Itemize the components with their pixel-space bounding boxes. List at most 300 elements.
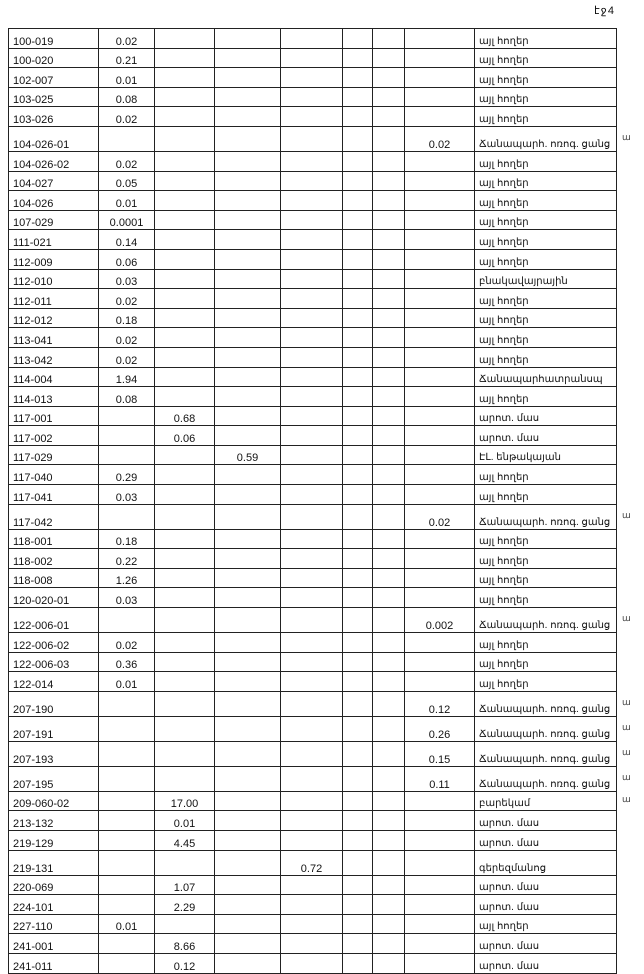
parcel-code-cell: 241-001 — [9, 934, 99, 954]
area-cell — [405, 568, 475, 588]
area-cell — [215, 831, 281, 851]
area-cell — [281, 126, 343, 151]
parcel-code-cell: 113-041 — [9, 328, 99, 348]
area-cell — [281, 811, 343, 831]
area-cell — [99, 791, 155, 811]
area-cell — [343, 328, 373, 348]
area-cell — [155, 269, 215, 289]
parcel-code-cell: 117-001 — [9, 406, 99, 426]
area-cell — [215, 151, 281, 171]
margin-note: ա — [622, 509, 631, 520]
table-row — [9, 328, 617, 348]
area-cell — [99, 741, 155, 766]
land-use-cell: արոտ. մաս — [475, 831, 617, 851]
area-cell — [215, 633, 281, 653]
land-use-cell: Ճանապարհ. ոռոգ. ցանց — [475, 691, 617, 716]
table-row — [9, 406, 617, 426]
area-cell — [155, 504, 215, 529]
area-cell — [281, 151, 343, 171]
table-row — [9, 895, 617, 915]
area-cell — [281, 387, 343, 407]
land-use-cell: այլ հողեր — [475, 191, 617, 211]
area-cell: 0.02 — [99, 328, 155, 348]
area-cell — [281, 934, 343, 954]
table-row — [9, 191, 617, 211]
area-cell — [281, 308, 343, 328]
table-row — [9, 269, 617, 289]
area-cell: 0.05 — [99, 171, 155, 191]
table-row — [9, 445, 617, 465]
table-row — [9, 588, 617, 608]
area-cell — [343, 504, 373, 529]
area-cell — [215, 29, 281, 49]
land-use-cell: բնակավայրային — [475, 269, 617, 289]
area-cell — [281, 504, 343, 529]
land-use-cell: այլ հողեր — [475, 68, 617, 88]
area-cell — [373, 68, 405, 88]
area-cell — [373, 672, 405, 692]
area-cell — [343, 691, 373, 716]
table-row — [9, 29, 617, 49]
parcel-code-cell: 122-006-03 — [9, 652, 99, 672]
table-row — [9, 791, 617, 811]
area-cell: 0.22 — [99, 549, 155, 569]
land-use-cell: այլ հողեր — [475, 529, 617, 549]
area-cell — [343, 633, 373, 653]
area-cell — [373, 445, 405, 465]
area-cell — [99, 406, 155, 426]
area-cell — [373, 347, 405, 367]
area-cell — [281, 691, 343, 716]
area-cell — [343, 465, 373, 485]
area-cell — [155, 465, 215, 485]
area-cell — [281, 875, 343, 895]
area-cell — [155, 568, 215, 588]
area-cell: 0.02 — [405, 504, 475, 529]
area-cell — [215, 347, 281, 367]
area-cell — [343, 588, 373, 608]
area-cell — [281, 953, 343, 973]
area-cell — [215, 741, 281, 766]
area-cell — [405, 549, 475, 569]
area-cell — [405, 406, 475, 426]
area-cell: 4.45 — [155, 831, 215, 851]
area-cell — [281, 831, 343, 851]
area-cell — [99, 691, 155, 716]
table-row — [9, 289, 617, 309]
area-cell — [373, 465, 405, 485]
area-cell — [99, 831, 155, 851]
area-cell: 0.01 — [155, 811, 215, 831]
area-cell — [155, 652, 215, 672]
area-cell: 0.02 — [99, 151, 155, 171]
area-cell — [155, 588, 215, 608]
parcel-code-cell: 117-002 — [9, 426, 99, 446]
area-cell — [281, 741, 343, 766]
parcel-code-cell: 213-132 — [9, 811, 99, 831]
land-use-cell: այլ հողեր — [475, 588, 617, 608]
area-cell — [405, 191, 475, 211]
area-cell — [281, 672, 343, 692]
parcel-code-cell: 112-011 — [9, 289, 99, 309]
area-cell — [405, 230, 475, 250]
area-cell — [373, 831, 405, 851]
table-row — [9, 171, 617, 191]
land-use-cell: բարեկամ — [475, 791, 617, 811]
area-cell — [281, 445, 343, 465]
area-cell — [405, 672, 475, 692]
area-cell: 0.02 — [405, 126, 475, 151]
area-cell — [373, 850, 405, 875]
area-cell — [405, 485, 475, 505]
area-cell: 0.08 — [99, 387, 155, 407]
area-cell — [281, 914, 343, 934]
area-cell: 0.0001 — [99, 210, 155, 230]
parcel-code-cell: 120-020-01 — [9, 588, 99, 608]
area-cell — [373, 107, 405, 127]
area-cell — [281, 529, 343, 549]
parcel-code-cell: 100-019 — [9, 29, 99, 49]
area-cell — [343, 269, 373, 289]
area-cell — [215, 850, 281, 875]
table-row — [9, 426, 617, 446]
area-cell — [373, 741, 405, 766]
area-cell — [373, 191, 405, 211]
area-cell — [215, 87, 281, 107]
parcel-code-cell: 122-014 — [9, 672, 99, 692]
area-cell — [405, 289, 475, 309]
table-body — [9, 29, 617, 974]
area-cell: 0.68 — [155, 406, 215, 426]
area-cell: 0.02 — [99, 107, 155, 127]
land-use-cell: այլ հողեր — [475, 249, 617, 269]
parcel-code-cell: 117-041 — [9, 485, 99, 505]
area-cell — [373, 504, 405, 529]
area-cell — [281, 48, 343, 68]
parcel-code-cell: 207-195 — [9, 766, 99, 791]
land-use-cell: այլ հողեր — [475, 485, 617, 505]
area-cell — [373, 230, 405, 250]
area-cell: 0.06 — [99, 249, 155, 269]
parcel-code-cell: 117-029 — [9, 445, 99, 465]
table-row — [9, 529, 617, 549]
land-use-cell: այլ հողեր — [475, 230, 617, 250]
area-cell — [373, 716, 405, 741]
area-cell — [281, 87, 343, 107]
area-cell — [373, 953, 405, 973]
area-cell — [343, 87, 373, 107]
land-use-cell: այլ հողեր — [475, 672, 617, 692]
area-cell — [215, 811, 281, 831]
parcel-code-cell: 107-029 — [9, 210, 99, 230]
area-cell — [99, 850, 155, 875]
area-cell — [215, 308, 281, 328]
area-cell — [343, 230, 373, 250]
area-cell — [155, 608, 215, 633]
area-cell — [373, 87, 405, 107]
area-cell: 0.01 — [99, 672, 155, 692]
area-cell — [405, 347, 475, 367]
area-cell — [373, 608, 405, 633]
parcel-code-cell: 104-027 — [9, 171, 99, 191]
area-cell: 0.02 — [99, 347, 155, 367]
area-cell — [373, 289, 405, 309]
table-row — [9, 811, 617, 831]
area-cell — [343, 191, 373, 211]
area-cell — [215, 716, 281, 741]
area-cell — [373, 269, 405, 289]
land-use-cell: այլ հողեր — [475, 210, 617, 230]
area-cell — [281, 791, 343, 811]
land-use-cell: Ճանապարհ. ոռոգ. ցանց — [475, 504, 617, 529]
area-cell — [373, 875, 405, 895]
area-cell: 8.66 — [155, 934, 215, 954]
land-use-cell: այլ հողեր — [475, 387, 617, 407]
area-cell — [215, 549, 281, 569]
margin-note: ա — [622, 794, 631, 804]
area-cell — [343, 914, 373, 934]
table-row — [9, 568, 617, 588]
page-number: էջ4 — [594, 5, 615, 17]
area-cell — [155, 347, 215, 367]
parcel-code-cell: 224-101 — [9, 895, 99, 915]
land-use-cell: այլ հողեր — [475, 48, 617, 68]
area-cell — [343, 107, 373, 127]
land-use-cell: այլ հողեր — [475, 171, 617, 191]
table-row — [9, 210, 617, 230]
area-cell — [99, 126, 155, 151]
table-row — [9, 68, 617, 88]
parcel-code-cell: 104-026 — [9, 191, 99, 211]
land-use-cell: Ճանապարհ. ոռոգ. ցանց — [475, 608, 617, 633]
area-cell — [215, 529, 281, 549]
margin-note: ա — [622, 612, 631, 623]
area-cell — [373, 29, 405, 49]
area-cell — [281, 289, 343, 309]
area-cell — [155, 850, 215, 875]
area-cell — [373, 549, 405, 569]
area-cell — [155, 87, 215, 107]
area-cell: 0.36 — [99, 652, 155, 672]
land-use-cell: այլ հողեր — [475, 568, 617, 588]
parcel-code-cell: 117-040 — [9, 465, 99, 485]
parcel-code-cell: 118-002 — [9, 549, 99, 569]
area-cell — [99, 608, 155, 633]
area-cell — [405, 791, 475, 811]
area-cell — [99, 934, 155, 954]
area-cell — [405, 811, 475, 831]
area-cell — [281, 716, 343, 741]
area-cell — [405, 210, 475, 230]
area-cell — [155, 445, 215, 465]
area-cell — [405, 953, 475, 973]
area-cell — [343, 29, 373, 49]
land-use-cell: այլ հողեր — [475, 465, 617, 485]
area-cell — [155, 367, 215, 387]
table-row — [9, 549, 617, 569]
margin-note: ա — [622, 771, 631, 782]
area-cell — [155, 171, 215, 191]
area-cell — [215, 230, 281, 250]
area-cell — [281, 895, 343, 915]
area-cell: 1.94 — [99, 367, 155, 387]
area-cell — [343, 387, 373, 407]
area-cell: 0.29 — [99, 465, 155, 485]
area-cell: 0.02 — [99, 633, 155, 653]
area-cell — [281, 652, 343, 672]
area-cell — [343, 850, 373, 875]
area-cell — [155, 633, 215, 653]
area-cell — [373, 171, 405, 191]
area-cell — [405, 633, 475, 653]
area-cell — [343, 210, 373, 230]
table-row — [9, 672, 617, 692]
area-cell — [405, 934, 475, 954]
area-cell — [343, 249, 373, 269]
area-cell — [215, 367, 281, 387]
area-cell: 0.21 — [99, 48, 155, 68]
area-cell — [373, 210, 405, 230]
area-cell — [343, 171, 373, 191]
area-cell — [343, 875, 373, 895]
area-cell — [373, 328, 405, 348]
area-cell — [99, 875, 155, 895]
area-cell — [405, 48, 475, 68]
area-cell — [155, 191, 215, 211]
area-cell — [215, 126, 281, 151]
area-cell — [99, 426, 155, 446]
table-row — [9, 633, 617, 653]
area-cell — [281, 426, 343, 446]
area-cell — [281, 588, 343, 608]
table-row — [9, 766, 617, 791]
table-row — [9, 48, 617, 68]
parcel-code-cell: 117-042 — [9, 504, 99, 529]
area-cell — [373, 48, 405, 68]
area-cell — [155, 107, 215, 127]
area-cell — [343, 426, 373, 446]
area-cell — [215, 791, 281, 811]
area-cell — [281, 766, 343, 791]
land-use-cell: արոտ. մաս — [475, 875, 617, 895]
area-cell — [155, 48, 215, 68]
parcel-code-cell: 104-026-01 — [9, 126, 99, 151]
area-cell — [405, 367, 475, 387]
area-cell — [343, 811, 373, 831]
area-cell — [155, 529, 215, 549]
land-use-cell: այլ հողեր — [475, 633, 617, 653]
area-cell: 0.01 — [99, 191, 155, 211]
area-cell — [343, 766, 373, 791]
land-use-cell: արոտ. մաս — [475, 811, 617, 831]
margin-note: ա — [622, 721, 631, 732]
area-cell: 0.11 — [405, 766, 475, 791]
area-cell — [343, 716, 373, 741]
parcel-code-cell: 103-026 — [9, 107, 99, 127]
area-cell — [405, 171, 475, 191]
area-cell — [405, 914, 475, 934]
area-cell — [343, 347, 373, 367]
area-cell — [215, 608, 281, 633]
area-cell — [215, 171, 281, 191]
area-cell — [215, 672, 281, 692]
area-cell — [343, 406, 373, 426]
area-cell — [155, 741, 215, 766]
land-use-cell: Ճանապարհ. ոռոգ. ցանց — [475, 126, 617, 151]
area-cell — [281, 406, 343, 426]
area-cell — [405, 831, 475, 851]
parcel-code-cell: 241-011 — [9, 953, 99, 973]
area-cell — [155, 328, 215, 348]
land-use-cell: այլ հողեր — [475, 347, 617, 367]
area-cell — [405, 328, 475, 348]
area-cell — [343, 68, 373, 88]
area-cell — [281, 347, 343, 367]
area-cell — [281, 269, 343, 289]
area-cell — [215, 191, 281, 211]
table-row — [9, 875, 617, 895]
area-cell — [343, 151, 373, 171]
area-cell — [215, 387, 281, 407]
area-cell — [373, 895, 405, 915]
area-cell: 0.08 — [99, 87, 155, 107]
area-cell — [281, 549, 343, 569]
parcel-code-cell: 219-131 — [9, 850, 99, 875]
table-row — [9, 347, 617, 367]
area-cell — [343, 741, 373, 766]
land-use-cell: գերեզմանոց — [475, 850, 617, 875]
table-row — [9, 387, 617, 407]
area-cell — [343, 529, 373, 549]
area-cell — [343, 652, 373, 672]
table-row — [9, 608, 617, 633]
table-row — [9, 230, 617, 250]
area-cell — [373, 791, 405, 811]
area-cell — [155, 387, 215, 407]
area-cell — [215, 953, 281, 973]
area-cell — [155, 230, 215, 250]
area-cell — [215, 328, 281, 348]
area-cell: 1.07 — [155, 875, 215, 895]
area-cell — [343, 608, 373, 633]
parcel-code-cell: 209-060-02 — [9, 791, 99, 811]
area-cell — [99, 895, 155, 915]
area-cell — [215, 485, 281, 505]
area-cell — [155, 126, 215, 151]
area-cell — [99, 811, 155, 831]
area-cell — [405, 652, 475, 672]
area-cell — [281, 107, 343, 127]
area-cell — [343, 126, 373, 151]
table-row — [9, 741, 617, 766]
area-cell — [281, 328, 343, 348]
area-cell — [281, 249, 343, 269]
area-cell — [405, 895, 475, 915]
parcel-code-cell: 122-006-02 — [9, 633, 99, 653]
area-cell — [215, 895, 281, 915]
area-cell — [215, 652, 281, 672]
area-cell — [343, 308, 373, 328]
area-cell — [215, 289, 281, 309]
area-cell — [373, 426, 405, 446]
area-cell — [373, 914, 405, 934]
area-cell — [405, 68, 475, 88]
area-cell — [155, 151, 215, 171]
parcel-code-cell: 102-007 — [9, 68, 99, 88]
table-row — [9, 504, 617, 529]
parcel-code-cell: 114-004 — [9, 367, 99, 387]
area-cell — [405, 445, 475, 465]
